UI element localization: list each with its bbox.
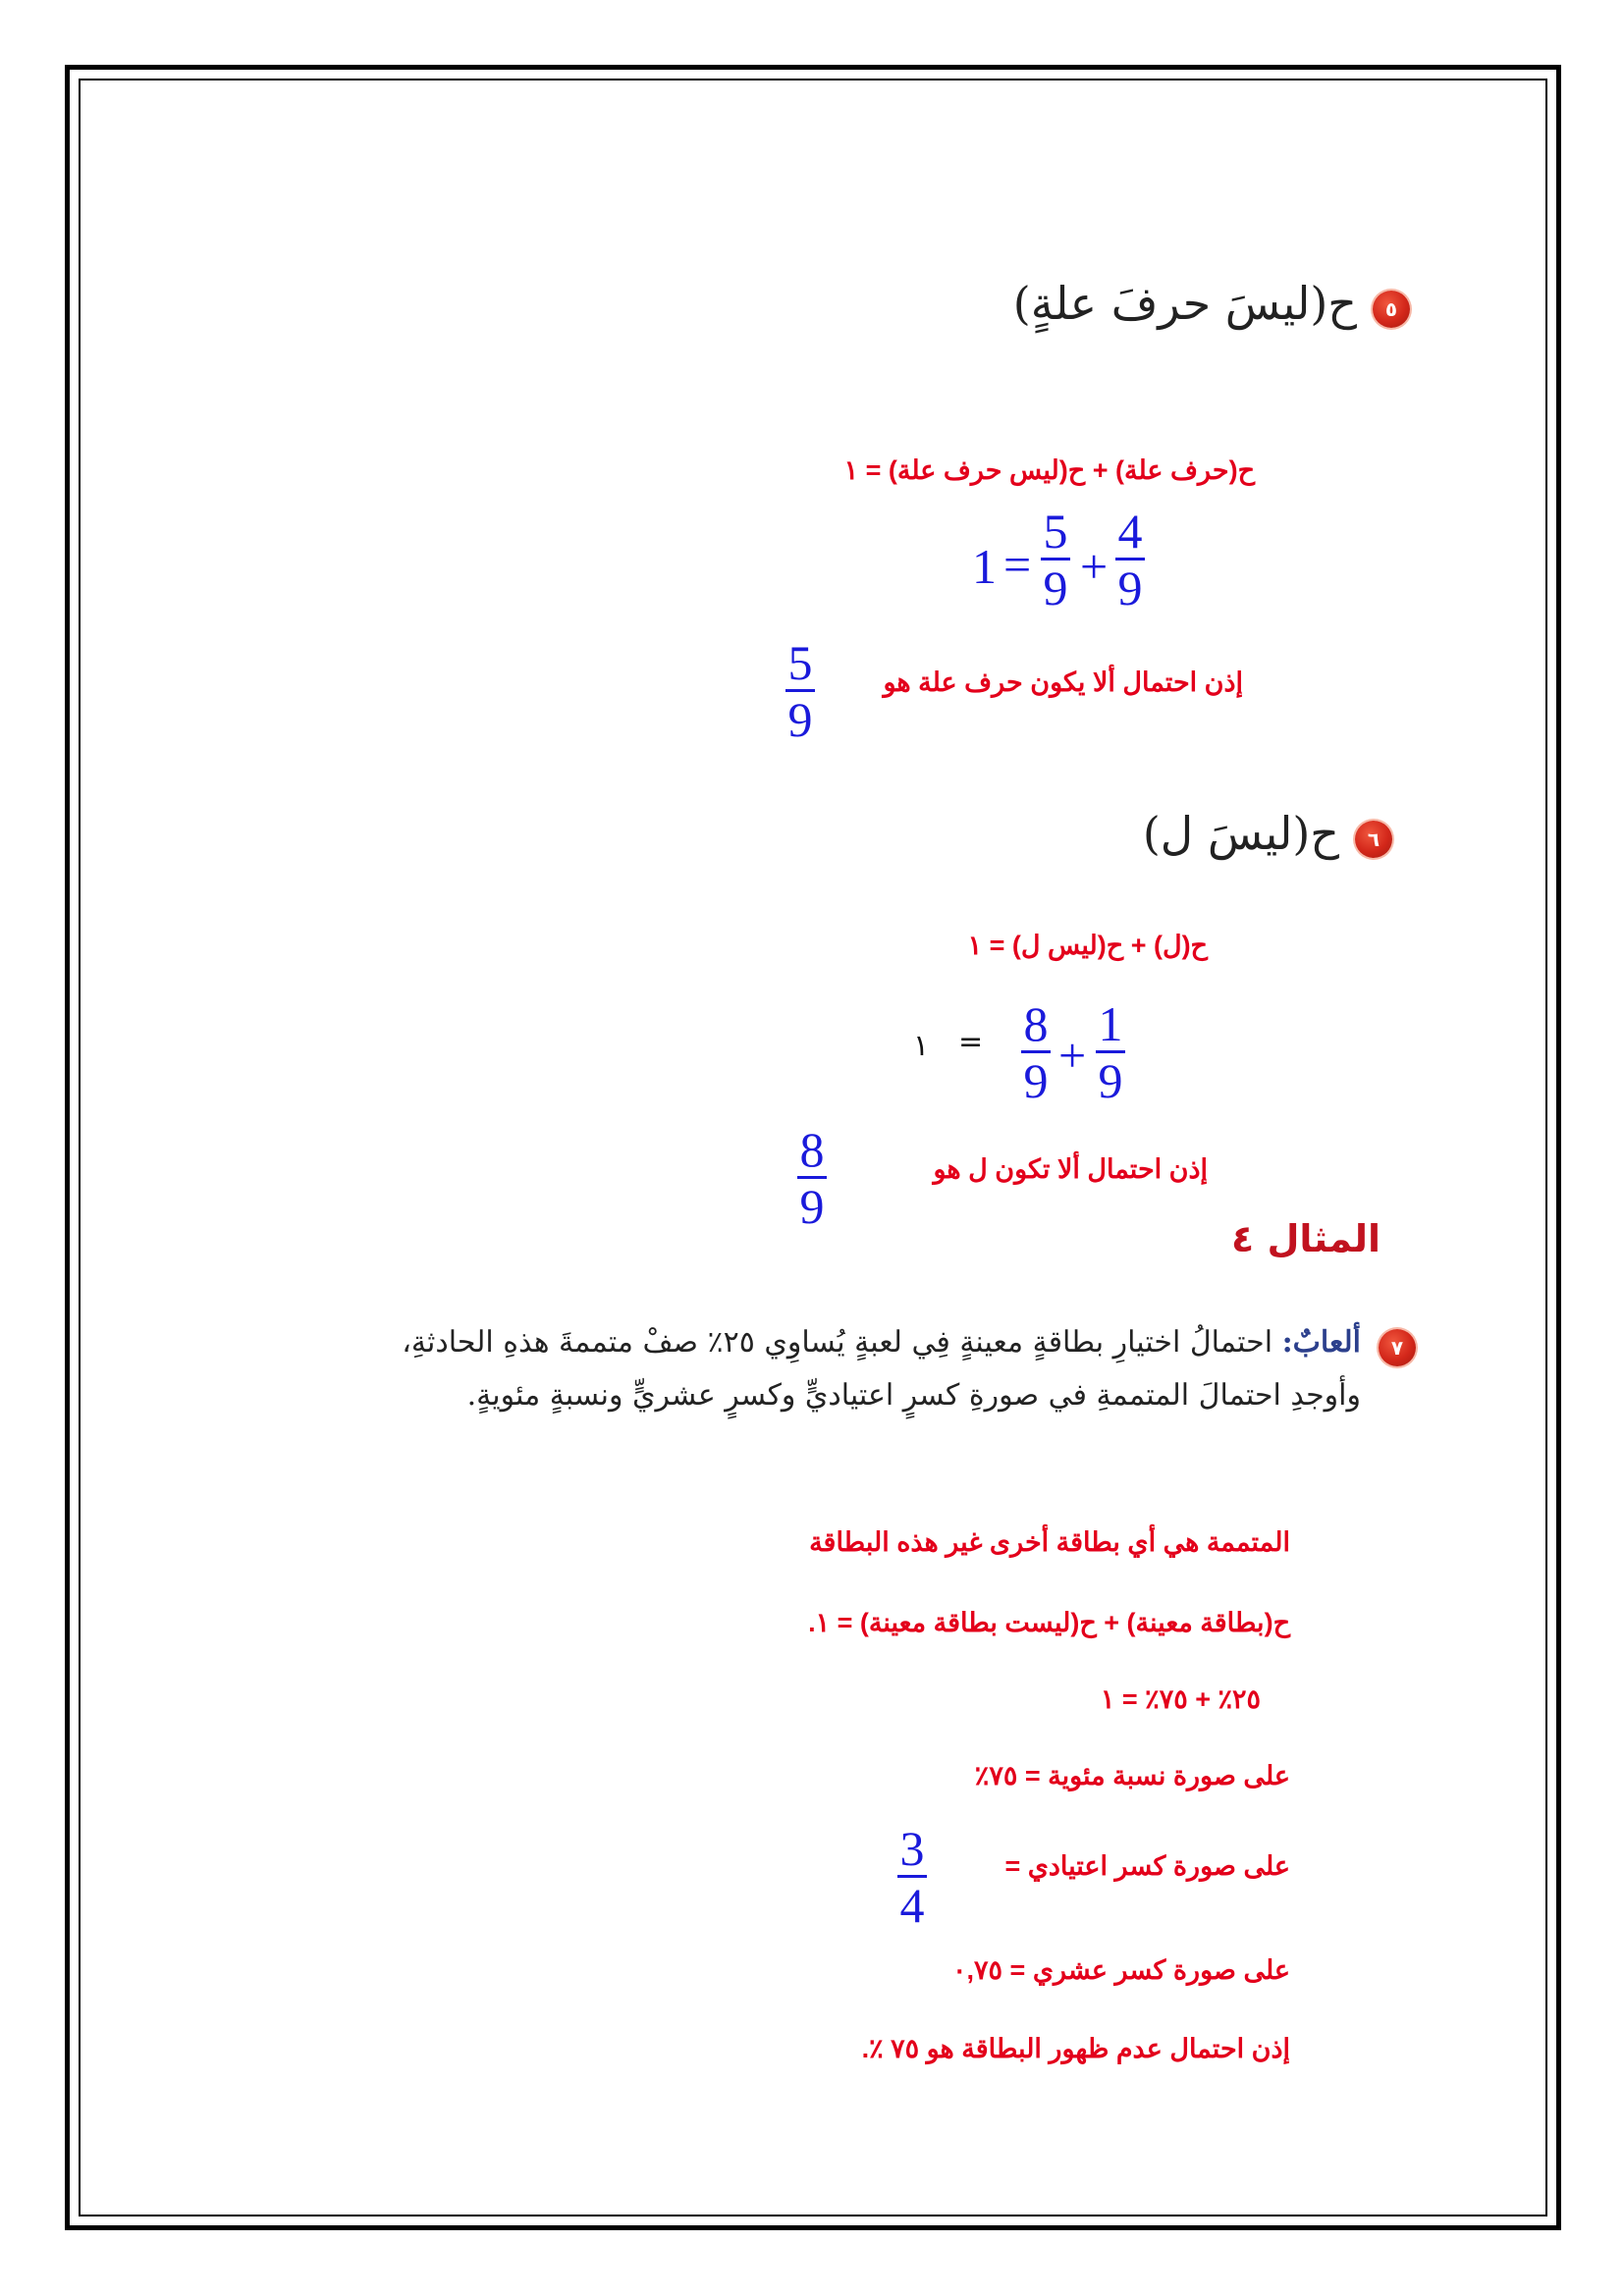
fraction (1041, 504, 1070, 615)
answer-fraction (797, 1122, 827, 1234)
solution-line: على صورة كسر عشري = ٠,٧٥ (952, 1955, 1290, 1985)
conclusion-text: إذن احتمال ألا تكون ل هو (933, 1154, 1208, 1184)
fraction (1096, 996, 1125, 1108)
solution-line: ٢٥٪ + ٧٥٪ = ١ (1100, 1684, 1261, 1714)
fraction-numerator: 8 (1023, 996, 1049, 1051)
solution-line: ح(حرف علة) + ح(ليس حرف علة) = ١ (843, 455, 1255, 485)
example-title: المثال ٤ (1231, 1217, 1380, 1260)
equation-lhs: ١ (913, 1029, 930, 1063)
answer-fraction (785, 635, 815, 747)
question-number: ٥ (1384, 297, 1398, 321)
question-label: ألعابٌ: (1281, 1325, 1361, 1360)
fraction-denominator: 4 (899, 1878, 925, 1933)
solution-line: إذن احتمال عدم ظهور البطاقة هو ٧٥ ٪. (861, 2034, 1290, 2063)
equation-equals: = (958, 1025, 984, 1059)
equation-lhs: 1 (972, 539, 997, 594)
question-text-line: وأوجدِ احتمالَ المتممةِ في صورةِ كسرٍ اعتياديٍّ وكسرٍ عشريٍّ ونسبةٍ مئويةٍ. (466, 1378, 1361, 1413)
solution-line: ح(بطاقة معينة) + ح(ليست بطاقة معينة) = ١. (808, 1608, 1290, 1637)
question-text: احتمالُ اختيارِ بطاقةٍ معينةٍ فِي لعبةٍ يُساوِي ٢٥٪ صفْ متممةَ هذهِ الحادثةِ، (402, 1325, 1273, 1360)
solution-line: المتممة هي أي بطاقة أخرى غير هذه البطاقة (809, 1527, 1290, 1557)
question-number: ٧ (1390, 1336, 1404, 1360)
conclusion-text: إذن احتمال ألا يكون حرف علة هو (883, 667, 1243, 697)
fraction-numerator: 1 (1098, 996, 1123, 1051)
fraction-denominator: 9 (1023, 1053, 1049, 1108)
question-heading: ح(ليسَ حرفَ علةٍ) (1012, 277, 1357, 330)
fraction-denominator: 9 (799, 1179, 825, 1234)
question-text-line (402, 1325, 1361, 1360)
question-number-badge (1373, 291, 1410, 328)
question-number: ٦ (1367, 828, 1380, 851)
fraction-numerator: 5 (787, 635, 813, 690)
fraction-numerator: 5 (1043, 504, 1068, 559)
solution-line: ح(ل) + ح(ليس ل) = ١ (967, 931, 1208, 960)
fraction-numerator: 4 (1117, 504, 1143, 559)
equation-plus: + (1080, 539, 1109, 594)
question-number-badge (1379, 1329, 1416, 1366)
fraction (1115, 504, 1145, 615)
question-heading: ح(ليسَ ل) (1142, 807, 1339, 860)
fraction (1021, 996, 1051, 1108)
fraction-numerator: 3 (899, 1821, 925, 1876)
answer-fraction (897, 1821, 927, 1933)
fraction-denominator: 9 (1043, 561, 1068, 615)
fraction-denominator: 9 (1098, 1053, 1123, 1108)
fraction-denominator: 9 (1117, 561, 1143, 615)
fraction-denominator: 9 (787, 692, 813, 747)
fraction-numerator: 8 (799, 1122, 825, 1177)
solution-line: على صورة نسبة مئوية = ٧٥٪ (974, 1761, 1290, 1790)
solution-line: على صورة كسر اعتيادي = (1004, 1851, 1290, 1881)
equation-equals: = (1003, 537, 1032, 592)
equation-plus: + (1058, 1028, 1087, 1083)
question-number-badge (1355, 821, 1392, 858)
